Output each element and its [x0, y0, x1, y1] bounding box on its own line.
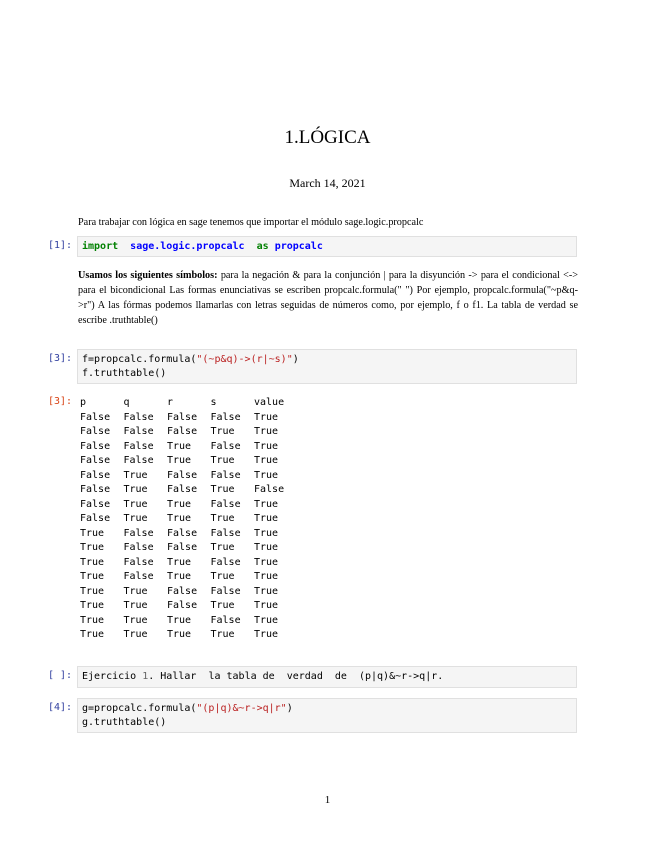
- module-alias: propcalc: [274, 241, 323, 252]
- symbols-heading: Usamos los siguientes símbolos:: [78, 270, 218, 281]
- truth-table-cell: True: [80, 527, 105, 539]
- truth-table-cell: False: [210, 411, 241, 423]
- truth-table-cell: True: [123, 585, 148, 597]
- truth-table-cell: True: [254, 426, 279, 437]
- truth-table-cell: False: [167, 469, 198, 481]
- truth-table-cell: False: [123, 542, 154, 553]
- truth-table-header-cell: r: [167, 397, 174, 408]
- module-name: sage.logic.propcalc: [130, 241, 245, 252]
- intro-paragraph: Para trabajar con lógica en sage tenemos que importar el módulo sage.logic.propcalc: [78, 217, 424, 228]
- cell-3-line1-a: f=propcalc.formula(: [82, 354, 197, 365]
- symbols-paragraph: [78, 268, 578, 328]
- truth-table-cell: False: [167, 542, 198, 553]
- truth-table-cell: True: [210, 600, 235, 611]
- cell-3-line1-b: ): [292, 354, 299, 365]
- truth-table-cell: True: [210, 455, 235, 466]
- truth-table-row: [80, 527, 298, 542]
- truth-table-cell: True: [80, 600, 105, 611]
- truth-table-cell: True: [80, 614, 105, 626]
- truth-table-cell: True: [254, 440, 279, 452]
- truth-table-cell: True: [210, 426, 235, 437]
- truth-table-cell: True: [254, 585, 279, 597]
- cell-4-line1-a: g=propcalc.formula(: [82, 703, 197, 714]
- truth-table-row: [80, 585, 298, 600]
- truth-table-cell: True: [80, 571, 105, 582]
- truth-table-cell: True: [80, 556, 105, 568]
- cell-4-line2: g.truthtable(): [82, 717, 167, 728]
- cell-4-input[interactable]: [77, 698, 577, 733]
- truth-table-row: [80, 454, 298, 469]
- truth-table-header-cell: p: [80, 397, 87, 408]
- truth-table-cell: True: [254, 527, 279, 539]
- truth-table-cell: True: [80, 542, 105, 553]
- output-3-prompt: [3]:: [48, 396, 73, 407]
- truth-table-cell: False: [210, 469, 241, 481]
- truth-table-cell: True: [123, 469, 148, 481]
- truth-table-cell: True: [254, 614, 279, 626]
- truth-table-row: [80, 556, 298, 571]
- truth-table-row: [80, 425, 298, 440]
- truth-table-cell: False: [123, 527, 154, 539]
- exercise-number: 1: [142, 671, 149, 682]
- truth-table-cell: True: [123, 513, 148, 524]
- truth-table-cell: False: [123, 455, 154, 466]
- cell-markdown-exercise[interactable]: [77, 666, 577, 688]
- truth-table-cell: True: [254, 571, 279, 582]
- as-keyword: as: [256, 241, 269, 252]
- truth-table-cell: True: [254, 542, 279, 553]
- truth-table-cell: False: [210, 614, 241, 626]
- truth-table-cell: False: [167, 426, 198, 437]
- truth-table-cell: False: [80, 440, 111, 452]
- cell-4-line1-b: ): [286, 703, 293, 714]
- exercise-prefix: Ejercicio: [82, 671, 143, 682]
- truth-table-cell: True: [167, 614, 192, 626]
- truth-table-cell: True: [167, 498, 192, 510]
- truth-table-cell: True: [167, 513, 192, 524]
- truth-table-cell: True: [167, 455, 192, 466]
- truth-table-row: [80, 512, 298, 527]
- truth-table-row: [80, 411, 298, 426]
- truth-table-row: [80, 469, 298, 484]
- truth-table-cell: False: [123, 426, 154, 437]
- truth-table-cell: False: [210, 556, 241, 568]
- import-keyword: import: [82, 241, 119, 252]
- truth-table-cell: True: [210, 571, 235, 582]
- truth-table-cell: True: [80, 629, 105, 640]
- truth-table-row: [80, 541, 298, 556]
- truth-table-cell: True: [123, 484, 148, 495]
- truth-table-cell: True: [254, 411, 279, 423]
- truth-table-cell: False: [123, 440, 154, 452]
- truth-table-header-cell: q: [123, 397, 130, 408]
- cell-4-prompt: [4]:: [48, 702, 73, 713]
- truth-table-cell: True: [80, 585, 105, 597]
- truth-table-cell: False: [80, 513, 111, 524]
- symbols-text: para la negación & para la conjunción | para la disyunción -> para el condicional <-> para el bicondicional Las formas enunciativas se escriben propcalc.formula(" ") Por ejemplo, propcalc.formula("~p&q->r") A las fórmas podemos llamarlas con letras seguidas de números como, por ejemplo, f o f1. La tabla de verdad se escribe .truthtable(): [78, 270, 579, 326]
- truth-table-row: [80, 599, 298, 614]
- truth-table-cell: True: [167, 440, 192, 452]
- cell-3-prompt: [3]:: [48, 353, 73, 364]
- truth-table-cell: True: [254, 513, 279, 524]
- truth-table-cell: False: [167, 600, 198, 611]
- truth-table-row: [80, 570, 298, 585]
- truth-table-cell: True: [254, 498, 279, 510]
- truth-table-cell: False: [167, 527, 198, 539]
- truth-table-cell: False: [210, 527, 241, 539]
- truth-table-cell: True: [254, 556, 279, 568]
- cell-md-prompt: [ ]:: [48, 670, 73, 681]
- cell-1-input[interactable]: [77, 236, 577, 257]
- truth-table-cell: False: [254, 484, 285, 495]
- truth-table-cell: True: [167, 629, 192, 640]
- truth-table-cell: True: [123, 600, 148, 611]
- truth-table-cell: False: [80, 469, 111, 481]
- truth-table-cell: True: [123, 629, 148, 640]
- truth-table-cell: False: [80, 411, 111, 423]
- truth-table-cell: False: [80, 484, 111, 495]
- truth-table-header: [80, 396, 298, 411]
- truth-table-cell: True: [254, 455, 279, 466]
- truth-table-cell: True: [167, 556, 192, 568]
- truth-table-cell: False: [210, 585, 241, 597]
- truth-table-cell: True: [123, 498, 148, 510]
- truth-table-row: [80, 483, 298, 498]
- truth-table-cell: True: [254, 629, 279, 640]
- truth-table-cell: False: [210, 440, 241, 452]
- cell-3-input[interactable]: [77, 349, 577, 384]
- cell-3-formula-string: "(~p&q)->(r|~s)": [196, 354, 293, 365]
- truth-table-cell: True: [123, 614, 148, 626]
- truth-table-header-cell: value: [254, 397, 285, 408]
- truth-table-cell: True: [210, 629, 235, 640]
- document-date: March 14, 2021: [289, 176, 366, 190]
- truth-table-cell: True: [254, 600, 279, 611]
- truth-table-cell: False: [80, 455, 111, 466]
- truth-table-row: [80, 498, 298, 513]
- truth-table-cell: True: [167, 571, 192, 582]
- truth-table-cell: False: [167, 484, 198, 495]
- truth-table-cell: True: [210, 484, 235, 495]
- page-number: 1: [324, 794, 331, 806]
- truth-table-header-cell: s: [210, 397, 217, 408]
- truth-table-cell: False: [123, 411, 154, 423]
- truth-table-cell: False: [80, 426, 111, 437]
- truth-table-cell: False: [123, 556, 154, 568]
- truth-table-row: [80, 440, 298, 455]
- exercise-text: . Hallar la tabla de verdad de (p|q)&~r->q|r.: [148, 671, 444, 682]
- truth-table-cell: False: [167, 585, 198, 597]
- cell-3-line2: f.truthtable(): [82, 368, 167, 379]
- truth-table-output: [80, 396, 298, 643]
- document-title: 1.LÓGICA: [284, 127, 371, 148]
- truth-table-cell: False: [210, 498, 241, 510]
- cell-1-prompt: [1]:: [48, 240, 73, 251]
- truth-table-cell: True: [254, 469, 279, 481]
- truth-table-cell: False: [80, 498, 111, 510]
- truth-table-row: [80, 628, 298, 643]
- truth-table-cell: True: [210, 513, 235, 524]
- cell-4-formula-string: "(p|q)&~r->q|r": [196, 703, 287, 714]
- truth-table-row: [80, 614, 298, 629]
- truth-table-cell: False: [123, 571, 154, 582]
- truth-table-cell: False: [167, 411, 198, 423]
- truth-table-cell: True: [210, 542, 235, 553]
